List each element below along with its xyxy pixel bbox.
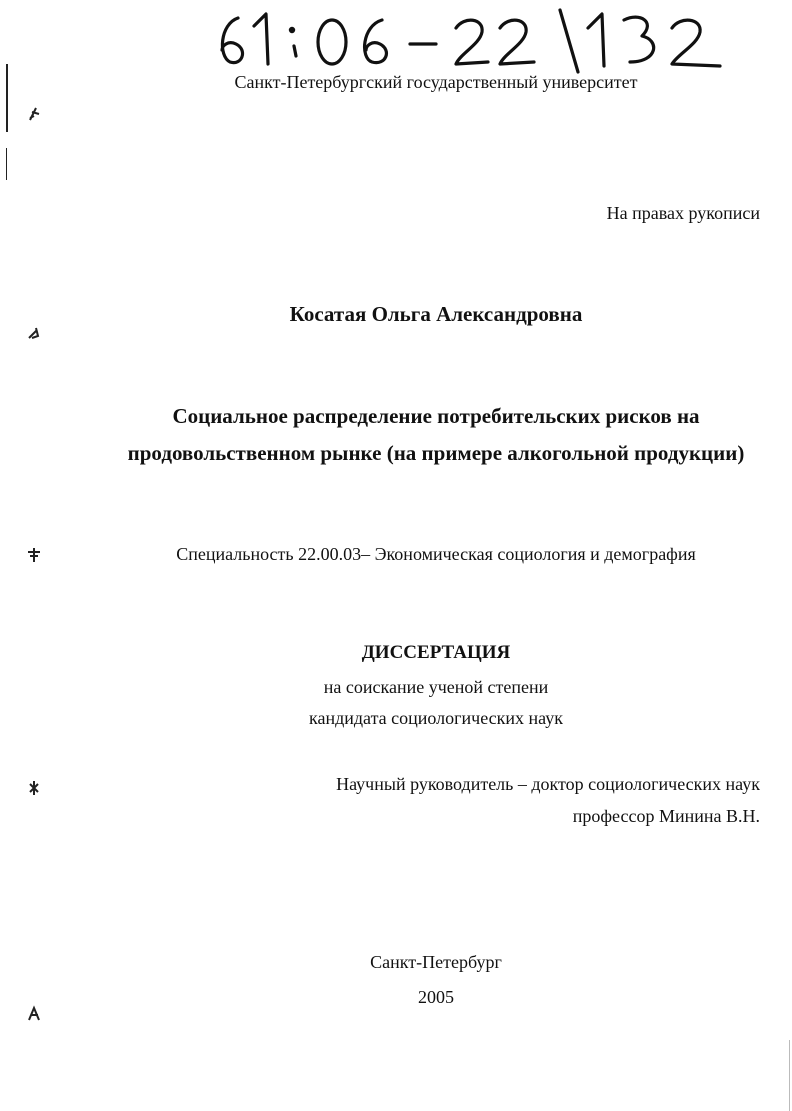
author-name: Косатая Ольга Александровна — [289, 302, 583, 326]
dissertation-title-line1: Социальное распределение потребительских рисков на — [172, 404, 700, 428]
handwritten-catalog-code — [210, 6, 750, 76]
degree-line1: на соискание ученой степени — [323, 677, 549, 697]
university-name: Санкт-Петербургский государственный университет — [234, 72, 638, 92]
binding-hole-mark — [24, 544, 44, 564]
degree-line2: кандидата социологических наук — [309, 708, 563, 728]
city: Санкт-Петербург — [370, 952, 502, 972]
dissertation-title-line2: продовольственном рынке (на примере алкогольной продукции) — [127, 441, 745, 465]
year: 2005 — [418, 987, 454, 1007]
supervisor-line1: Научный руководитель – доктор социологических наук — [336, 774, 760, 794]
rights-note: На правах рукописи — [606, 203, 760, 223]
binding-hole-mark — [24, 1004, 44, 1024]
supervisor-line2: профессор Минина В.Н. — [572, 806, 760, 826]
specialty: Специальность 22.00.03– Экономическая социология и демография — [176, 544, 696, 564]
document-type: ДИССЕРТАЦИЯ — [361, 642, 511, 663]
binding-hole-mark — [24, 778, 44, 798]
scan-margin-line — [6, 64, 8, 132]
binding-hole-mark — [24, 104, 44, 124]
binding-hole-mark — [24, 324, 44, 344]
scan-margin-line — [6, 148, 7, 180]
handwritten-code-drawing — [210, 6, 750, 76]
scan-edge-line — [789, 1040, 790, 1111]
